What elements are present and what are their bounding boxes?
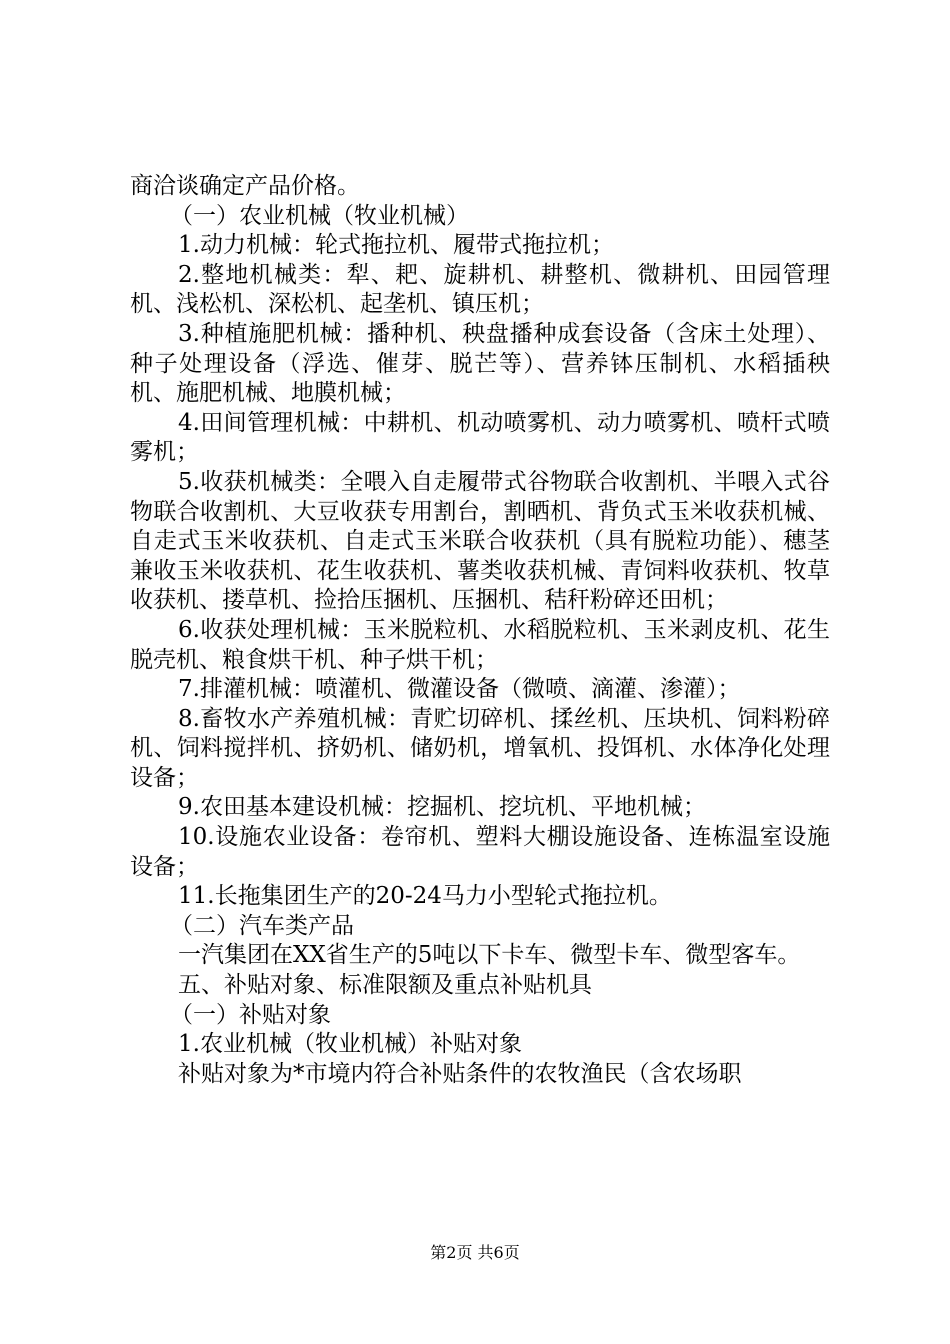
section-heading: （一）补贴对象	[170, 1001, 331, 1028]
page-number-label: 第2页 共6页	[430, 1243, 520, 1262]
list-item: 9.农田基本建设机械：挖掘机、挖坑机、平地机械；	[178, 794, 706, 821]
list-item: 3.种植施肥机械：播种机、秧盘播种成套设备（含床土处理）、种子处理设备（浮选、催芽、脱芒等）、营养钵压制机、水稻插秧机、施肥机械、地膜机械；	[130, 320, 830, 407]
list-item: 7.排灌机械：喷灌机、微灌设备（微喷、滴灌、渗灌）；	[178, 676, 741, 703]
list-item: 10.设施农业设备：卷帘机、塑料大棚设施设备、连栋温室设施设备；	[130, 824, 830, 880]
list-item: 1.动力机械：轮式拖拉机、履带式拖拉机；	[178, 232, 614, 259]
list-item: 1.农业机械（牧业机械）补贴对象	[178, 1031, 522, 1058]
document-body	[130, 172, 830, 1089]
list-item: 11.长拖集团生产的20-24马力小型轮式拖拉机。	[178, 883, 672, 910]
paragraph: 商洽谈确定产品价格。	[130, 173, 360, 199]
section-heading: （一）农业机械（牧业机械）	[170, 202, 469, 229]
paragraph: 补贴对象为*市境内符合补贴条件的农牧渔民（含农场职	[178, 1060, 742, 1087]
section-heading: 五、补贴对象、标准限额及重点补贴机具	[178, 972, 592, 999]
page-footer	[0, 1243, 950, 1263]
list-item: 4.田间管理机械：中耕机、机动喷雾机、动力喷雾机、喷杆式喷雾机；	[130, 409, 830, 466]
list-item: 6.收获处理机械：玉米脱粒机、水稻脱粒机、玉米剥皮机、花生脱壳机、粮食烘干机、种子烘干机；	[130, 616, 830, 673]
list-item: 8.畜牧水产养殖机械：青贮切碎机、揉丝机、压块机、饲料粉碎机、饲料搅拌机、挤奶机、储奶机，增氧机、投饵机、水体净化处理设备；	[130, 705, 830, 791]
paragraph: 一汽集团在XX省生产的5吨以下卡车、微型卡车、微型客车。	[178, 942, 801, 969]
section-heading: （二）汽车类产品	[170, 912, 354, 939]
list-item: 2.整地机械类：犁、耙、旋耕机、耕整机、微耕机、田园管理机、浅松机、深松机、起垄机、镇压机；	[130, 261, 830, 318]
list-item: 5.收获机械类：全喂入自走履带式谷物联合收割机、半喂入式谷物联合收割机、大豆收获专用割台，割晒机、背负式玉米收获机械、自走式玉米收获机、自走式玉米联合收获机（具有脱粒功能）、穗茎兼收玉米收获机、花生收获机、薯类收获机械、青饲料收获机、牧草收获机、搂草机、捡拾压捆机、压捆机、秸秆粉碎还田机；	[130, 468, 830, 614]
